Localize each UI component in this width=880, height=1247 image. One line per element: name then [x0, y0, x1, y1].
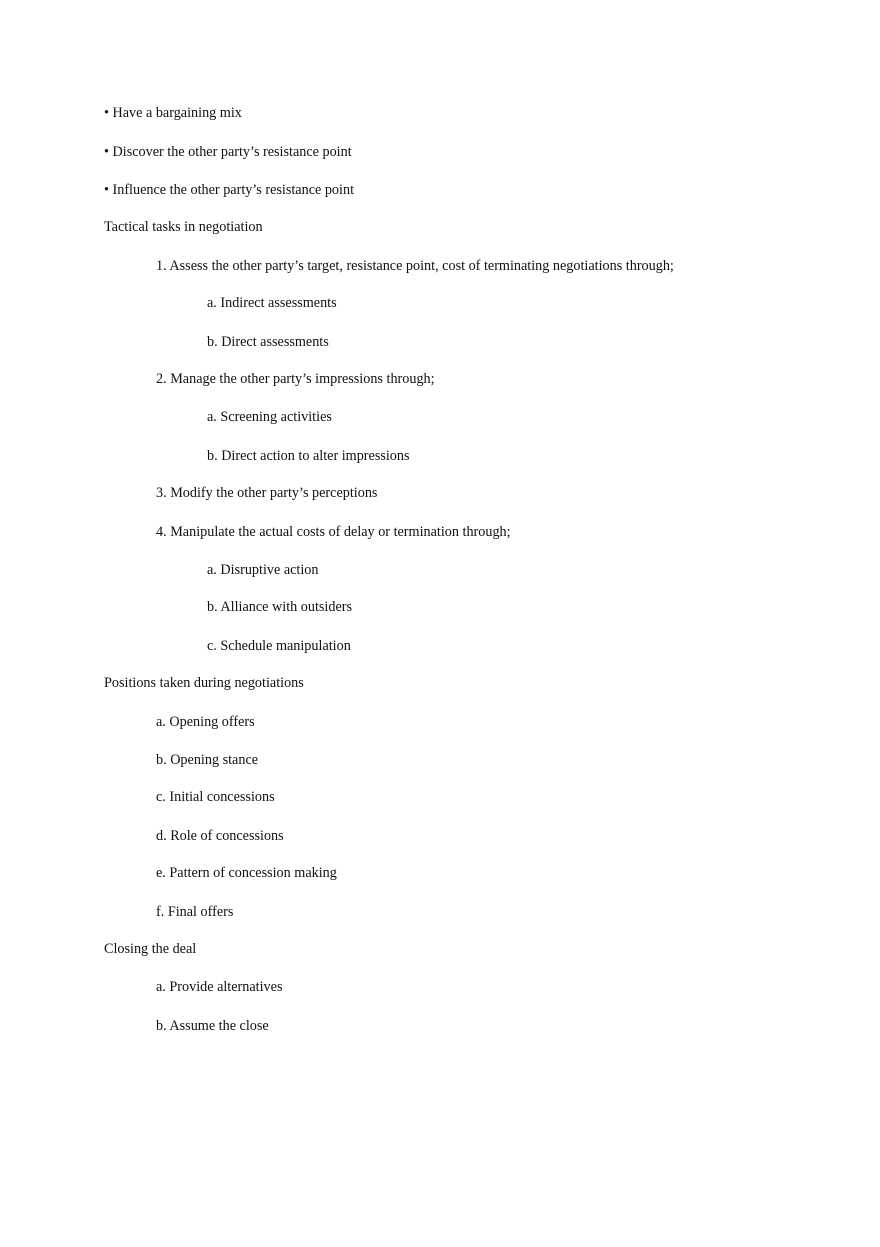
positions-item-c: c. Initial concessions [156, 789, 275, 805]
tactical-item-2: 2. Manage the other party’s impressions through; [156, 371, 435, 387]
heading-tactical-tasks: Tactical tasks in negotiation [104, 219, 263, 235]
tactical-item-1-sub-b: b. Direct assessments [207, 334, 329, 350]
bullet-discover-resistance: • Discover the other party’s resistance point [104, 144, 352, 160]
heading-closing: Closing the deal [104, 941, 197, 957]
tactical-item-4-sub-c: c. Schedule manipulation [207, 638, 351, 654]
tactical-item-2-sub-b: b. Direct action to alter impressions [207, 448, 410, 464]
tactical-item-1: 1. Assess the other party’s target, resistance point, cost of terminating negotiations through; [156, 258, 674, 274]
positions-item-e: e. Pattern of concession making [156, 865, 337, 881]
tactical-item-4-sub-a: a. Disruptive action [207, 562, 319, 578]
bullet-influence-resistance: • Influence the other party’s resistance point [104, 182, 355, 198]
heading-positions: Positions taken during negotiations [104, 675, 304, 691]
tactical-item-3: 3. Modify the other party’s perceptions [156, 485, 378, 501]
tactical-item-1-sub-a: a. Indirect assessments [207, 295, 337, 311]
tactical-item-4-sub-b: b. Alliance with outsiders [207, 599, 353, 615]
positions-item-b: b. Opening stance [156, 752, 259, 768]
closing-item-b: b. Assume the close [156, 1018, 269, 1034]
closing-item-a: a. Provide alternatives [156, 979, 283, 995]
positions-item-a: a. Opening offers [156, 714, 255, 730]
positions-item-f: f. Final offers [156, 904, 234, 920]
tactical-item-4: 4. Manipulate the actual costs of delay or termination through; [156, 524, 511, 540]
tactical-item-2-sub-a: a. Screening activities [207, 409, 332, 425]
bullet-bargaining-mix: • Have a bargaining mix [104, 105, 242, 121]
positions-item-d: d. Role of concessions [156, 828, 284, 844]
